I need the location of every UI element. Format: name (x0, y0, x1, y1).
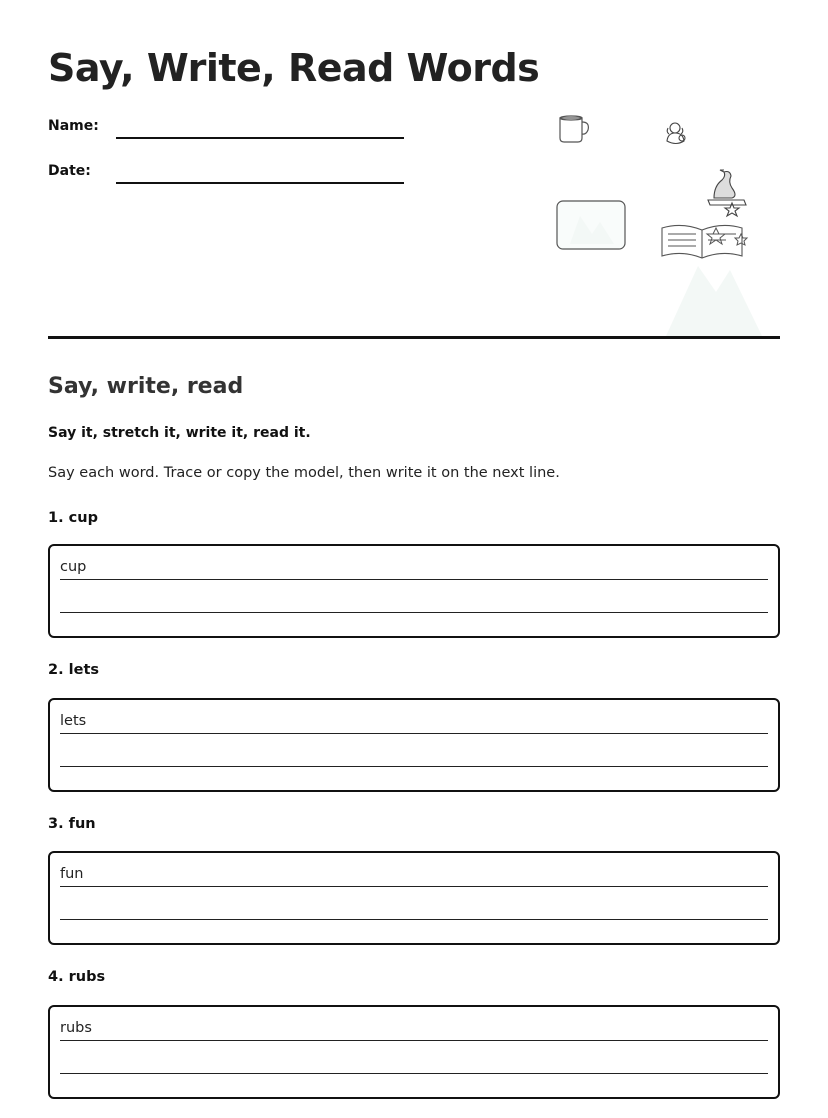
trace-line[interactable] (60, 1040, 768, 1041)
write-line[interactable] (60, 612, 768, 613)
date-field[interactable] (116, 182, 404, 184)
write-line[interactable] (60, 766, 768, 767)
writing-box[interactable] (48, 698, 780, 792)
word-label: 2. lets (48, 662, 100, 678)
section-title: Say, write, read (48, 374, 244, 399)
dog-icon (667, 123, 685, 144)
model-word: rubs (60, 1020, 92, 1036)
section-subtitle: Say it, stretch it, write it, read it. (48, 425, 311, 441)
model-word: fun (60, 866, 84, 882)
trace-line[interactable] (60, 579, 768, 580)
model-word: lets (60, 713, 87, 729)
instructions-text: Say each word. Trace or copy the model, then write it on the next line. (48, 465, 560, 481)
date-label: Date: (48, 163, 91, 179)
write-line[interactable] (60, 919, 768, 920)
trace-line[interactable] (60, 886, 768, 887)
write-line[interactable] (60, 1073, 768, 1074)
word-label: 3. fun (48, 816, 96, 832)
page-title: Say, Write, Read Words (48, 46, 540, 90)
writing-box[interactable] (48, 851, 780, 945)
tablet-icon (557, 201, 625, 249)
header-illustration (548, 108, 768, 336)
writing-box[interactable] (48, 544, 780, 638)
star-icon (707, 228, 747, 245)
header-divider (48, 336, 780, 339)
trace-line[interactable] (60, 733, 768, 734)
mug-icon (560, 116, 588, 142)
word-label: 1. cup (48, 510, 98, 526)
word-label: 4. rubs (48, 969, 106, 985)
mountain-icon (666, 266, 762, 336)
model-word: cup (60, 559, 87, 575)
name-field[interactable] (116, 137, 404, 139)
name-label: Name: (48, 118, 99, 134)
bird-on-book-icon (708, 170, 746, 216)
writing-box[interactable] (48, 1005, 780, 1099)
open-book-icon (662, 225, 742, 258)
